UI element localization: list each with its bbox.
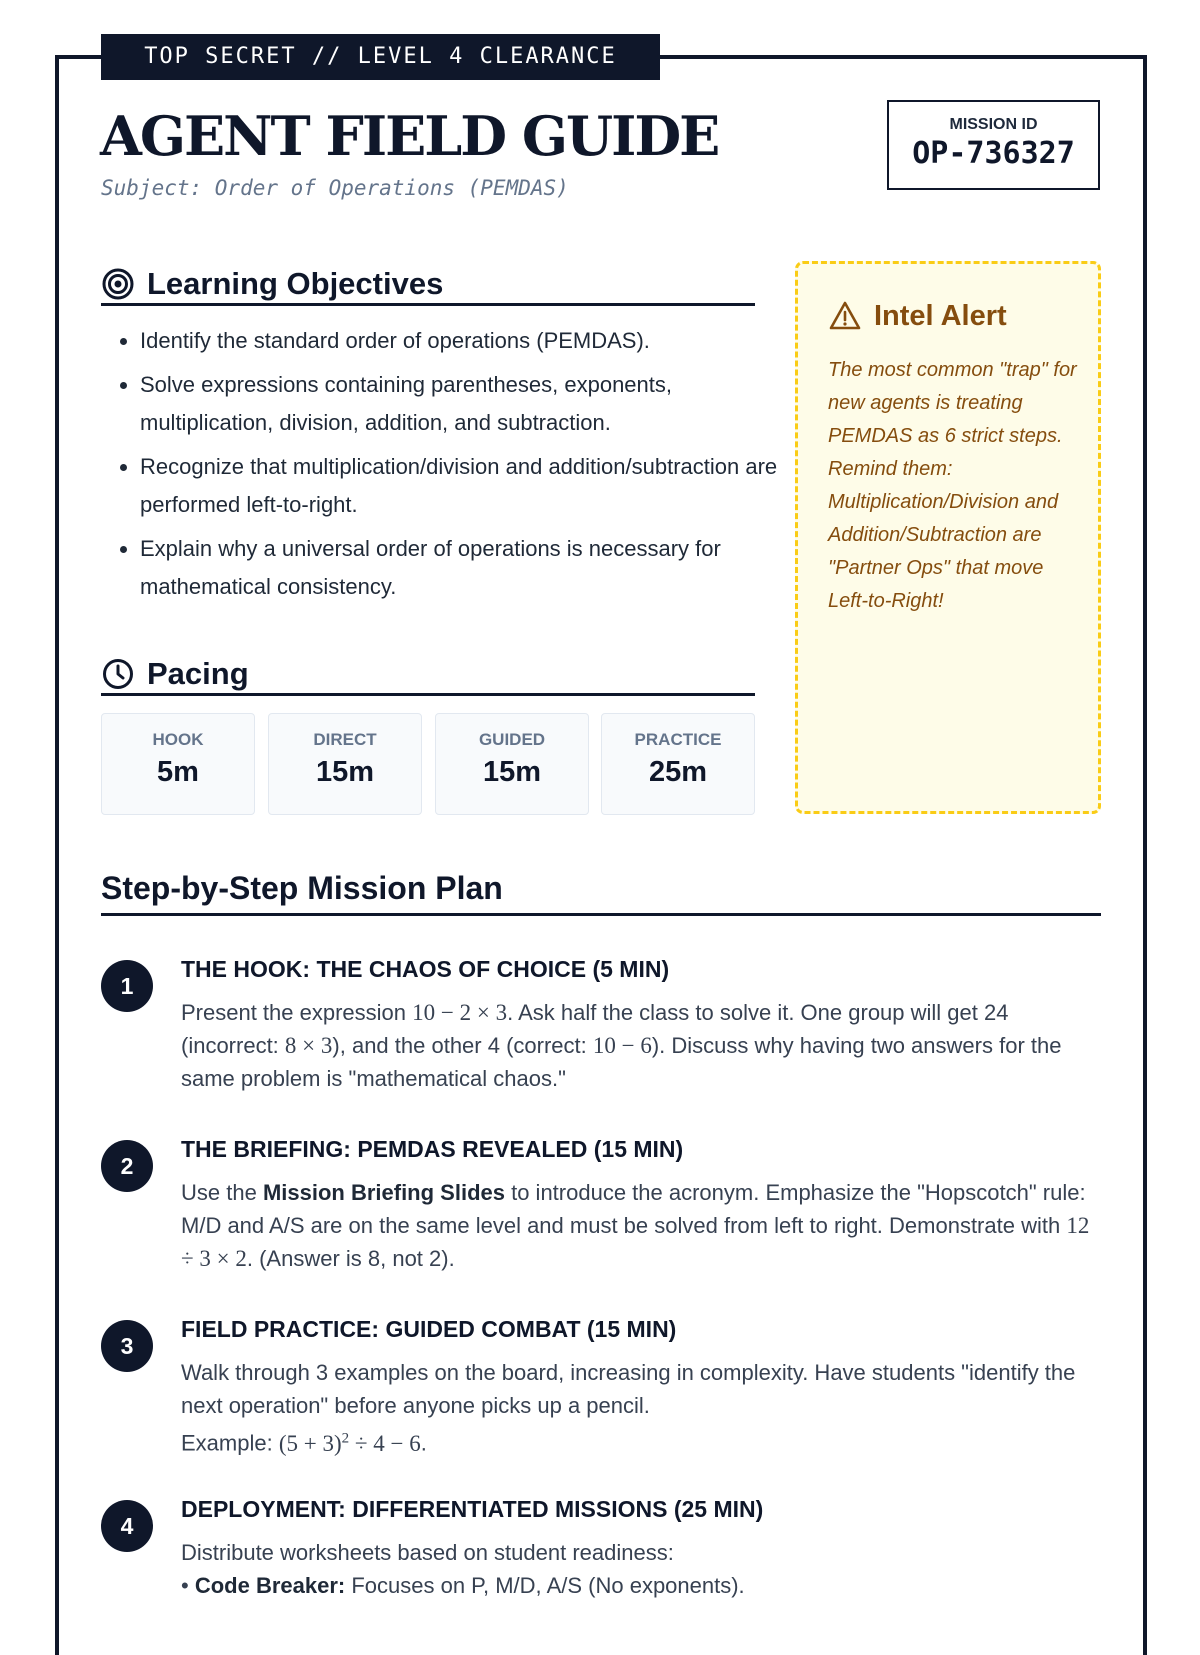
step-body: Walk through 3 examples on the board, increasing in complexity. Have students "identify the next operation" before anyone picks up a pencil. Example: $(5 + 3)^2 \div 4 - 6$. <box>181 1360 1076 1456</box>
step-title: THE BRIEFING: PEMDAS REVEALED (15 MIN) <box>181 1136 684 1162</box>
pacing-value: 25m <box>648 756 708 788</box>
clock-icon <box>101 657 135 691</box>
subject-line: Subject: Order of Operations (PEMDAS) <box>101 176 569 200</box>
pacing-card-practice <box>601 713 755 815</box>
objectives-list <box>110 322 780 612</box>
list-item: • Solve expressions containing parentheses, exponents, multiplication, division, addition, and subtraction. <box>140 366 780 442</box>
step-body: Distribute worksheets based on student readiness: • Code Breaker: Focuses on P, M/D, A/S (No exponents). <box>181 1540 745 1598</box>
alert-text: The most common "trap" for new agents is treating PEMDAS as 6 strict steps. Remind them: Multiplication/Division and Addition/Subtraction are "Partner Ops" that move Left-to-Right! <box>828 359 1077 612</box>
step-number-badge: 4 <box>101 1500 153 1552</box>
pacing-value: 5m <box>157 756 199 788</box>
bold-text: Code Breaker: <box>194 1573 346 1598</box>
pacing-heading: Pacing <box>147 655 249 691</box>
list-item: • Explain why a universal order of operations is necessary for mathematical consistency. <box>140 530 780 606</box>
pacing-card-hook <box>101 713 255 815</box>
step-body: Present the expression 10 − 2 × 3. Ask half the class to solve it. One group will get 24 (incorrect: 8 × 3), and the other 4 (correct: 10 − 6). Discuss why having two answers for the same problem is "mathematical chaos." <box>181 1000 1062 1091</box>
math-expression: 10 − 2 × 3 <box>412 1000 508 1025</box>
math-expression: 12 ÷ 3 × 2 <box>181 1213 1090 1271</box>
math-expression: 8 × 3 <box>284 1033 333 1058</box>
objectives-heading: Learning Objectives <box>147 265 444 301</box>
bullet: • <box>181 1573 189 1598</box>
classification-banner: TOP SECRET // LEVEL 4 CLEARANCE <box>101 34 660 80</box>
pacing-label: HOOK <box>152 730 204 749</box>
math-expression: 10 − 6 <box>592 1033 652 1058</box>
pacing-label: PRACTICE <box>634 730 722 749</box>
pacing-value: 15m <box>315 756 375 788</box>
bold-text: Mission Briefing Slides <box>262 1180 505 1205</box>
pacing-card-direct <box>268 713 422 815</box>
intel-alert-box <box>795 261 1101 814</box>
step-title: FIELD PRACTICE: GUIDED COMBAT (15 MIN) <box>181 1316 677 1342</box>
step-number-badge: 1 <box>101 960 153 1012</box>
mission-plan-header <box>101 868 1101 916</box>
math-expression: $(5 + 3)^2 \div 4 - 6$ <box>278 1430 421 1456</box>
mission-id-label: MISSION ID <box>949 116 1038 133</box>
step-body: Use the Mission Briefing Slides to introduce the acronym. Emphasize the "Hopscotch" rule: M/D and A/S are on the same level and must be solved from left to right. Demonstrate with 12 ÷ 3 × 2. (Answer is 8, not 2). <box>181 1180 1090 1271</box>
alert-heading: Intel Alert <box>874 299 1007 332</box>
list-item: • Identify the standard order of operations (PEMDAS). <box>140 322 780 360</box>
alert-header <box>828 299 1007 333</box>
warning-icon <box>828 299 862 333</box>
step-number-badge: 3 <box>101 1320 153 1372</box>
pacing-value: 15m <box>482 756 542 788</box>
mission-plan-heading: Step-by-Step Mission Plan <box>101 870 503 906</box>
pacing-label: DIRECT <box>313 730 377 749</box>
pacing-header <box>101 654 755 696</box>
step-title: DEPLOYMENT: DIFFERENTIATED MISSIONS (25 MIN) <box>181 1496 764 1522</box>
step-title: THE HOOK: THE CHAOS OF CHOICE (5 MIN) <box>181 956 670 982</box>
objectives-header <box>101 264 755 306</box>
page-title: AGENT FIELD GUIDE <box>100 104 719 168</box>
pacing-label: GUIDED <box>478 730 546 749</box>
mission-id-box <box>887 100 1100 190</box>
mission-id-value: OP-736327 <box>912 136 1075 171</box>
pacing-card-guided <box>435 713 589 815</box>
list-item: • Recognize that multiplication/division and addition/subtraction are performed left-to-right. <box>140 448 780 524</box>
target-icon <box>101 267 135 301</box>
step-number-badge: 2 <box>101 1140 153 1192</box>
